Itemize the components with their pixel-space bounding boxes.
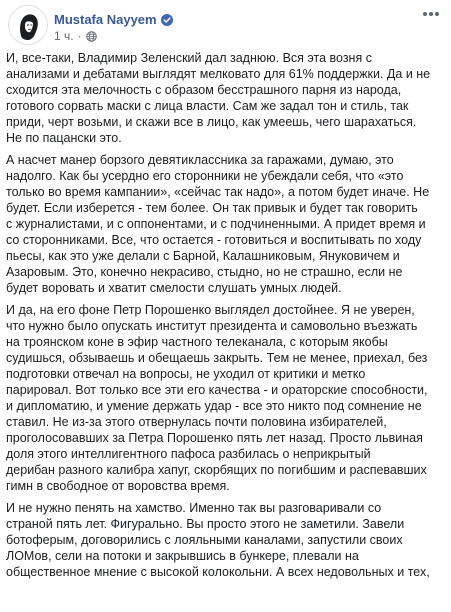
paragraph-line: только во время кампании», «сейчас так надо», а потом будет иначе. Не bbox=[6, 185, 430, 199]
more-options-icon[interactable] bbox=[421, 7, 441, 21]
paragraph-line: пьесы, как это уже делали с Барной, Калашниковым, Януковичем и bbox=[6, 249, 400, 263]
paragraph-line: страной пять лет. Фигурально. Вы просто этого не заметили. Завели bbox=[6, 517, 405, 531]
post-paragraph bbox=[6, 500, 444, 580]
paragraph-line: гимн в свободное от воровства время. bbox=[6, 479, 230, 493]
post-paragraph bbox=[6, 302, 444, 494]
paragraph-line: судишься, обзываешь и обещаешь закрыть. Тем не менее, приехал, без bbox=[6, 351, 428, 365]
verified-badge-icon bbox=[161, 13, 173, 25]
paragraph-line: дерибан разного калибра хапуг, скорбящих по погибшим и распевавших bbox=[6, 463, 427, 477]
paragraph-line: и дипломатию, и умение держать удар - все это никто под сомнение не bbox=[6, 399, 422, 413]
paragraph-line: анализами и дебатами выглядят мелковато для 61% поддержки. Да и не bbox=[6, 67, 431, 81]
post-paragraph bbox=[6, 50, 444, 146]
paragraph-line: общественное мнение с высокой колокольни. А всех недовольных и тех, bbox=[6, 565, 430, 579]
paragraph-line: готового сорвать маски с лица власти. Сам же задал тон и стиль, так bbox=[6, 99, 409, 113]
paragraph-line: будет воровать и хватит смелости слушать умных людей. bbox=[6, 281, 342, 295]
paragraph-line: И не нужно пенять на хамство. Именно так вы разговаривали со bbox=[6, 501, 382, 515]
author-line bbox=[54, 11, 173, 27]
paragraph-line: Азаровым. Это, конечно некрасиво, стыдно, но не страшно, если не bbox=[6, 265, 403, 279]
paragraph-line: И да, на его фоне Петр Порошенко выглядел достойнее. Я не уверен, bbox=[6, 303, 415, 317]
paragraph-line: проголосовавших за Петра Порошенко пять лет назад. Просто львиная bbox=[6, 431, 423, 445]
paragraph-line: сходится эта мелочность с образом бесстрашного парня из народа, bbox=[6, 83, 402, 97]
paragraph-line: Не по пацански это. bbox=[6, 131, 122, 145]
paragraph-line: ботоферым, договорились с лояльными каналами, запустили своих bbox=[6, 533, 403, 547]
paragraph-line: парировал. Вот только все эти его качества - и ораторские способности, bbox=[6, 383, 428, 397]
paragraph-line: подготовки отвечал на вопросы, не уходил от критики и метко bbox=[6, 367, 366, 381]
post-header bbox=[8, 5, 443, 45]
paragraph-line: будет. Если изберется - тем более. Он так привык и будет так говорить bbox=[6, 201, 418, 215]
paragraph-line: доля этого интеллигентного пафоса разбилась о неприкрытый bbox=[6, 447, 371, 461]
paragraph-line: А насчет манер борзого девятиклассника за гаражами, думаю, это bbox=[6, 153, 394, 167]
post-paragraph bbox=[6, 152, 444, 296]
paragraph-line: с журналистами, и с оппонентами, и с подчиненными. А придет время и bbox=[6, 217, 426, 231]
paragraph-line: что нужно было опускать институт президента и самовольно въезжать bbox=[6, 319, 418, 333]
paragraph-line: на троянском коне в эфир частного телеканала, с которым якобы bbox=[6, 335, 388, 349]
paragraph-line: ставил. Не из-за этого отвернулась почти половина избирателей, bbox=[6, 415, 387, 429]
paragraph-line: ЛОМов, сели на потоки и закрывшись в бункере, плевали на bbox=[6, 549, 359, 563]
paragraph-line: со сторонниками. Все, что остается - готовиться и воспитывать по ходу bbox=[6, 233, 422, 247]
author-avatar[interactable] bbox=[8, 5, 48, 45]
avatar-portrait-icon bbox=[9, 6, 47, 44]
post-timestamp[interactable]: 1 ч. bbox=[54, 29, 74, 43]
globe-icon[interactable] bbox=[86, 31, 97, 42]
post-meta bbox=[54, 29, 97, 43]
paragraph-line: надолго. Как бы усердно его сторонники не убеждали себя, что «это bbox=[6, 169, 404, 183]
paragraph-line: приди, черт возьми, и скажи все в лицо, как умеешь, чего шарахаться. bbox=[6, 115, 417, 129]
paragraph-line: И, все-таки, Владимир Зеленский дал заднюю. Вся эта возня с bbox=[6, 51, 372, 65]
post-body bbox=[6, 50, 444, 586]
meta-separator: · bbox=[77, 29, 82, 43]
author-name[interactable]: Mustafa Nayyem bbox=[54, 11, 157, 27]
